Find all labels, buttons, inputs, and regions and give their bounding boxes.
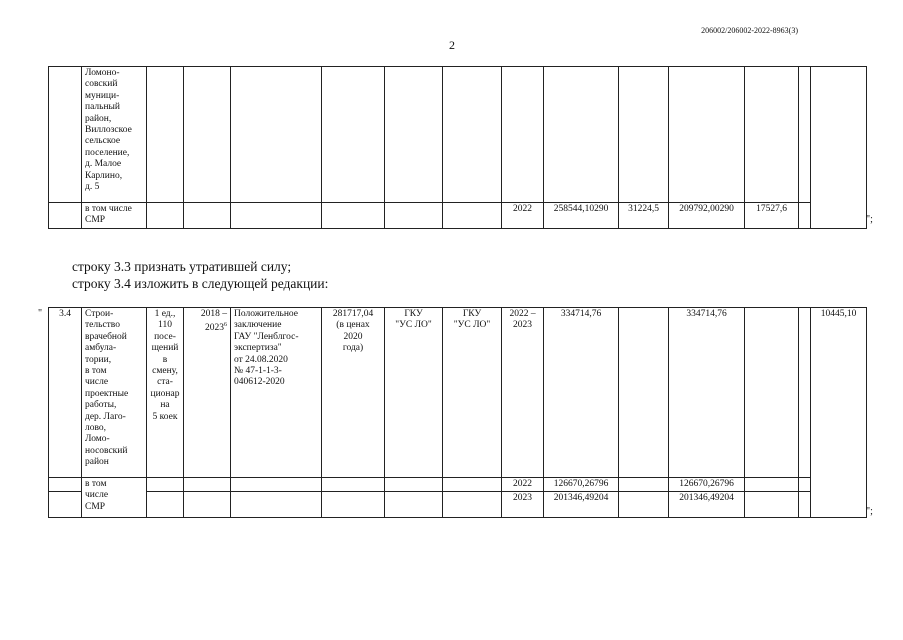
footnote-mark: 6 <box>224 322 227 329</box>
value-cell: 17527,6 <box>745 203 799 229</box>
closing-quote: "; <box>866 506 873 517</box>
customer-cell: ГКУ "УС ЛО" <box>385 308 443 478</box>
page-number: 2 <box>449 38 455 52</box>
opening-quote: " <box>38 308 43 319</box>
document-id: 206002/206002-2022-8963(3) <box>701 26 798 35</box>
total-cell: 201346,49204 <box>544 492 619 518</box>
years-cell: 2022 – 2023 <box>502 308 544 478</box>
regional-cell: 334714,76 <box>669 308 745 478</box>
period-cell: 2018 – 2023$^6$ <box>184 308 231 478</box>
last-value-cell: 10445,10 <box>811 308 867 518</box>
row-number: 3.4 <box>49 308 82 478</box>
closing-quote: "; <box>866 214 873 225</box>
year-cell: 2022 <box>502 203 544 229</box>
value-cell: 209792,00290 <box>669 203 745 229</box>
sub-label-cell: в том числе СМР <box>82 203 147 229</box>
total-cell: 258544,10290 <box>544 203 619 229</box>
sub-label-cell: в том числе СМР <box>82 478 147 518</box>
estimated-cost-cell: 281717,04 (в ценах 2020 года) <box>322 308 385 478</box>
paragraph-line: строку 3.4 изложить в следующей редакции: <box>72 276 329 291</box>
table-row-3-4 <box>48 307 871 518</box>
value-cell: 31224,5 <box>619 203 669 229</box>
location-cell: Ломоно- совский муници- пальный район, Виллозское сельское поселение, д. Малое Карлино, д. 5 <box>82 67 147 203</box>
regional-cell: 126670,26796 <box>669 478 745 492</box>
total-cell: 334714,76 <box>544 308 619 478</box>
table-row-continuation <box>48 66 871 229</box>
object-name-cell: Строи- тельство врачебной амбула- тории, в том числе проектные работы, дер. Лаго- лово, Ломо- носовский район <box>82 308 147 478</box>
year-cell: 2022 <box>502 478 544 492</box>
total-cell: 126670,26796 <box>544 478 619 492</box>
year-cell: 2023 <box>502 492 544 518</box>
paragraph-line: строку 3.3 признать утратившей силу; <box>72 259 292 274</box>
capacity-cell: 1 ед., 110 посе- щений в смену, ста- ционар на 5 коек <box>147 308 184 478</box>
expertise-cell: Положительное заключение ГАУ "Ленблгос- экспертиза" от 24.08.2020 № 47-1-1-3- 040612-2020 <box>231 308 322 478</box>
developer-cell: ГКУ "УС ЛО" <box>443 308 502 478</box>
regional-cell: 201346,49204 <box>669 492 745 518</box>
